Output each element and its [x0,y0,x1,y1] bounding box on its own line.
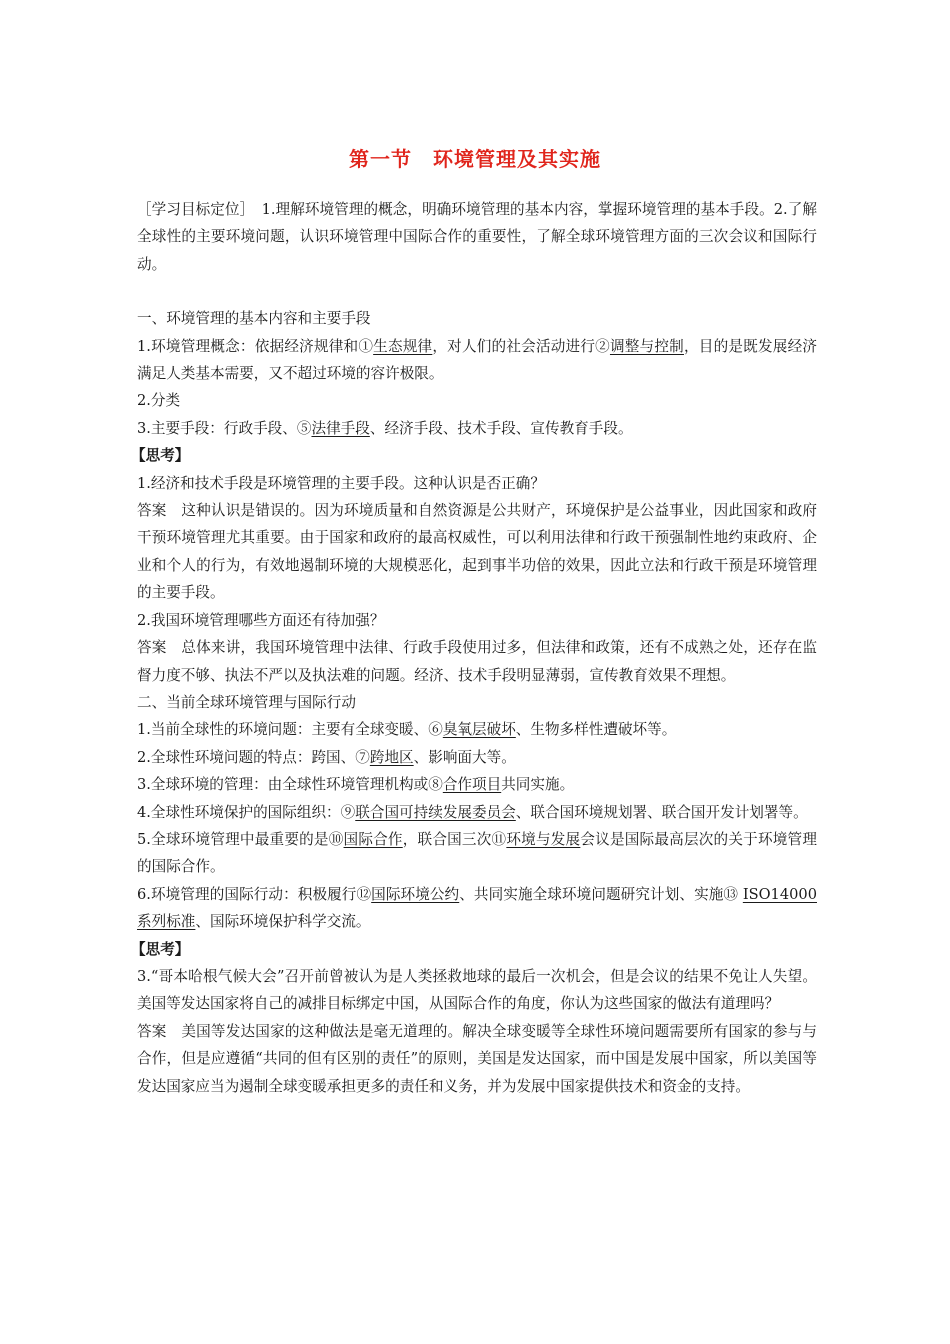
learning-objectives: ［学习目标定位］ 1.理解环境管理的概念，明确环境管理的基本内容，掌握环境管理的基本手段。2.了解全球性的主要环境问题，认识环境管理中国际合作的重要性，了解全球环境管理方面的三次会议和国际行动。 [137,201,817,273]
text-run: 6.环境管理的国际行动：积极履行⑫ [137,885,372,903]
text-run: 、经济手段、技术手段、宣传教育手段。 [369,419,633,437]
document-body [131,196,817,1100]
answer-blank-10: 国际合作 [343,830,403,848]
answer-blank-1: 生态规律 [373,337,433,355]
think-answer-3: 答案 美国等发达国家的这种做法是毫无道理的。解决全球变暖等全球性环境问题需要所有国家的参与与合作，但是应遵循“共同的但有区别的责任”的原则，美国是发达国家，而中国是发展中国家，所以美国等发达国家应当为遏制全球变暖承担更多的责任和义务，并为发展中国家提供技术和资金的支持。 [137,1022,817,1095]
answer-blank-9: 联合国可持续发展委员会 [355,803,516,821]
section-heading-1: 一、环境管理的基本内容和主要手段 [137,310,371,328]
text-run: 1.环境管理概念：依据经济规律和① [137,337,374,355]
answer-blank-11: 环境与发展 [506,830,581,848]
answer-blank-8: 合作项目 [442,776,502,794]
think-label-1 [131,442,817,469]
think-label-2 [131,936,817,963]
think-answer-2: 答案 总体来讲，我国环境管理中法律、行政手段使用过多，但法律和政策，还有不成熟之处，还存在监督力度不够、执法不严以及执法难的问题。经济、技术手段明显薄弱，宣传教育效果不理想。 [137,639,817,684]
text-run: 4.全球性环境保护的国际组织：⑨ [137,803,356,821]
text-run: 共同实施。 [501,776,575,794]
text-run: 、国际环境保护科学交流。 [195,913,371,931]
sec2-item-2 [137,744,817,771]
think-question-2: 2.我国环境管理哪些方面还有待加强？ [137,611,385,629]
text-run: 1.当前全球性的环境问题：主要有全球变暖、⑥ [137,721,443,739]
answer-blank-6: 臭氧层破坏 [442,721,516,739]
page-title: 第一节 环境管理及其实施 [349,147,601,171]
answer-blank-13: ISO14000系列标准 [137,885,817,931]
sec1-item-3 [137,415,817,442]
paragraph-gap [137,278,817,305]
text-run: 、影响面大等。 [413,748,516,766]
sec2-item-6 [137,881,817,936]
text-run: 2.全球性环境问题的特点：跨国、⑦ [137,748,370,766]
sec1-item-2: 2.分类 [137,392,181,410]
answer-blank-2: 调整与控制 [609,337,684,355]
answer-blank-7: 跨地区 [369,748,414,766]
think-label-text: 【思考】 [131,447,190,465]
think-question-3: 3.“哥本哈根气候大会”召开前曾被认为是人类拯救地球的最后一次机会，但是会议的结果不免让人失望。美国等发达国家将自己的减排目标绑定中国，从国际合作的角度，你认为这些国家的做法有道理吗？ [137,967,817,1013]
sec2-item-4 [137,799,817,826]
section-heading-2: 二、当前全球环境管理与国际行动 [137,693,356,711]
text-run: 3.全球环境的管理：由全球性环境管理机构或⑧ [137,776,443,794]
think-answer-1: 答案 这种认识是错误的。因为环境质量和自然资源是公共财产，环境保护是公益事业，因此国家和政府干预环境管理尤其重要。由于国家和政府的最高权威性，可以利用法律和行政干预强制性地约束政府、企业和个人的行为，有效地遏制环境的大规模恶化，起到事半功倍的效果，因此立法和行政干预是环境管理的主要手段。 [137,502,817,602]
text-run: 、联合国环境规划署、联合国开发计划署等。 [515,803,808,821]
answer-blank-5: 法律手段 [311,419,370,437]
text-run: ，目的是既发展经济满足人类基本需要，又不超过环境的容许极限。 [137,337,817,383]
text-run: ，对人们的社会活动进行② [432,337,610,355]
sec1-item-1 [137,333,817,388]
sec2-item-3 [137,771,817,798]
text-run: 3.主要手段：行政手段、⑤ [137,419,312,437]
text-run: 、生物多样性遭破坏等。 [515,721,677,739]
sec2-item-5 [137,826,817,881]
text-run: 、共同实施全球环境问题研究计划、实施⑬ [459,885,743,903]
think-label-text: 【思考】 [131,940,190,958]
text-run: 5.全球环境管理中最重要的是⑩ [137,830,344,848]
think-question-1: 1.经济和技术手段是环境管理的主要手段。这种认识是否正确？ [137,474,545,492]
sec2-item-1 [137,716,817,743]
answer-blank-12: 国际环境公约 [371,885,460,903]
text-run: 会议是国际最高层次的关于环境管理的国际合作。 [137,830,817,876]
text-run: ，联合国三次⑪ [402,830,507,848]
